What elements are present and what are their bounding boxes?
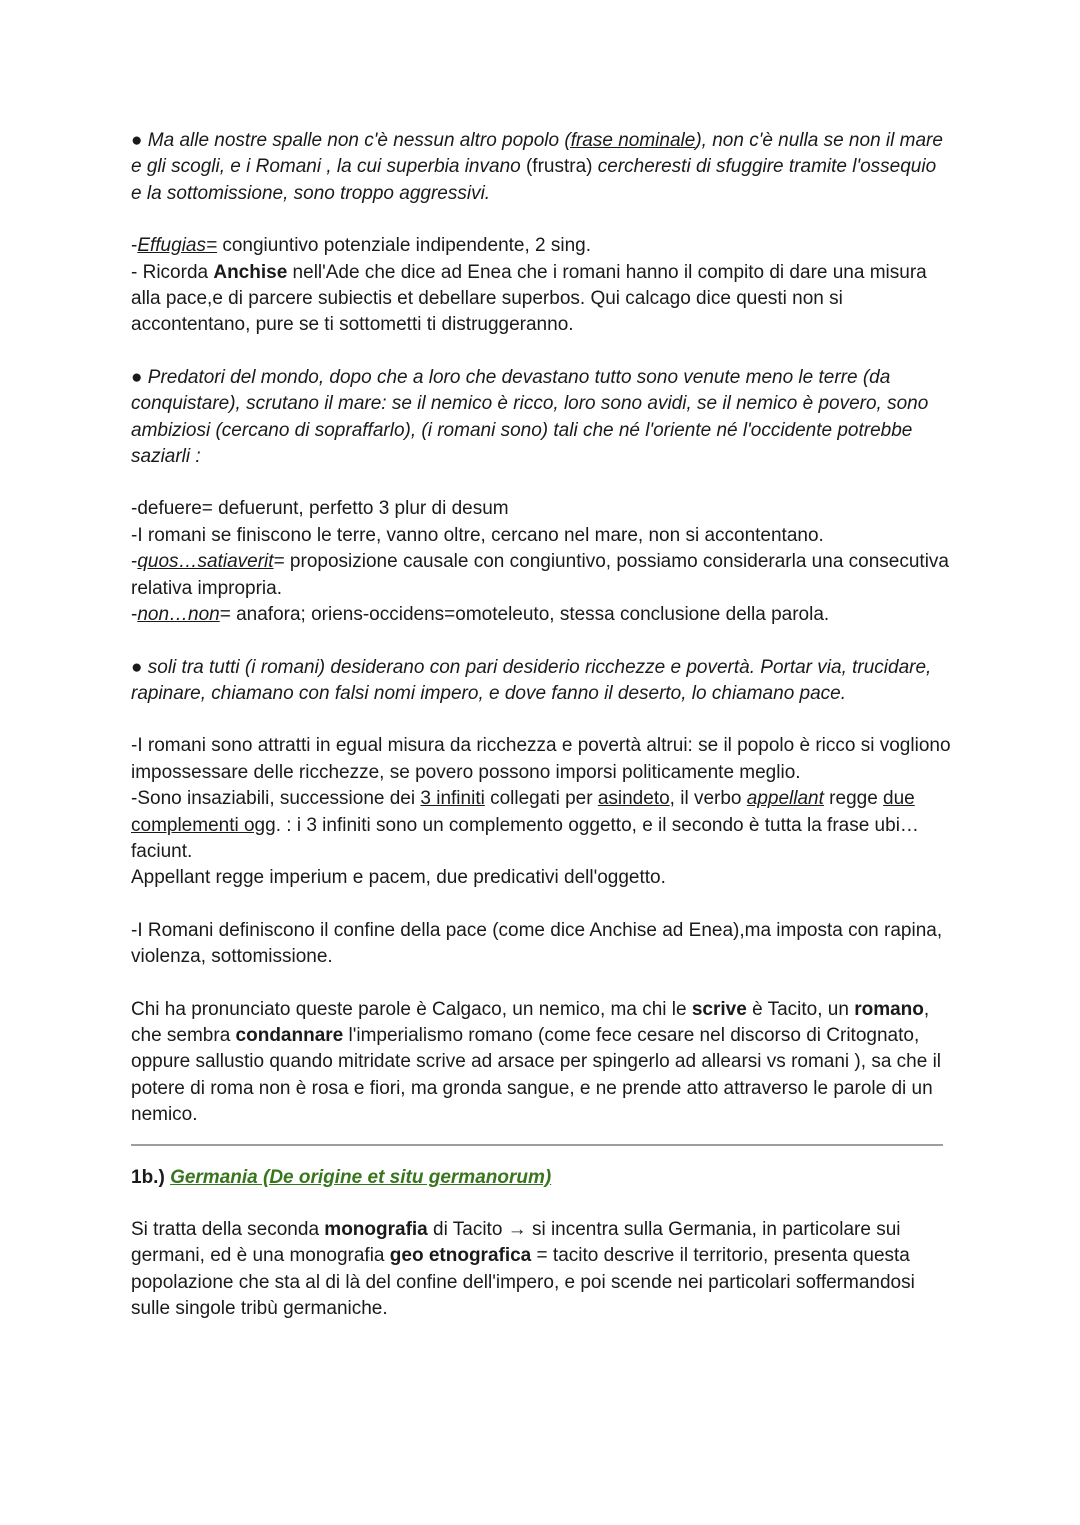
latin-term: quos…satiaverit (137, 551, 274, 573)
note-confine-pace: -I Romani definiscono il confine della pace (come dice Anchise ad Enea),ma imposta con rapina, violenza, sottomissione. (131, 919, 943, 968)
latin-term: Effugias= (137, 235, 218, 257)
note-quos-satiaverit: -quos…satiaverit= proposizione causale con congiuntivo, possiamo considerarla una consecutiva relativa impropria. (131, 551, 949, 599)
note-defuere: -defuere= defuerunt, perfetto 3 plur di desum (131, 498, 509, 520)
commentary-paragraph: Chi ha pronunciato queste parole è Calgaco, un nemico, ma chi le scrive è Tacito, un romano, che sembra condannare l'imperialismo romano (come fece cesare nel discorso di Critognato, oppure sallustio quando mitridate scrive ad arsace per spingerlo ad allearsi vs romani ), sa che il potere di roma non è rosa e fiori, ma gronda sangue, e ne prende atto attraverso le parole di un nemico. (131, 998, 942, 1126)
bullet: ● (131, 366, 148, 388)
note-anafora: -non…non= anafora; oriens-occidens=omoteleuto, stessa conclusione della parola. (131, 604, 830, 626)
bold-term: Anchise (213, 261, 288, 283)
latin-term: non…non (137, 604, 220, 626)
note-romani-terre: -I romani se finiscono le terre, vanno oltre, cercano nel mare, non si accontentano. (131, 524, 824, 546)
section-title-link[interactable]: Germania (De origine et situ germanorum) (170, 1166, 552, 1188)
section-number: 1b.) (131, 1166, 165, 1188)
underlined-note: (frase nominale (564, 130, 696, 151)
section-heading (131, 1165, 951, 1191)
note-insaziabili: -Sono insaziabili, successione dei 3 infiniti collegati per asindeto, il verbo appellant regge due complementi ogg. : i 3 infiniti sono un complemento oggetto, e il secondo è tutta la frase ubi…faciunt. (131, 788, 919, 862)
note-anchise: - Ricorda Anchise nell'Ade che dice ad Enea che i romani hanno il compito di dare una misura alla pace,e di parcere subiectis et debellare superbos. Qui calcago dice questi non si accontentano, pure se ti sottometti ti distruggeranno. (131, 261, 927, 336)
bullet: ● (131, 656, 148, 678)
page-content (131, 128, 951, 1323)
note-appellant: Appellant regge imperium e pacem, due predicativi dell'oggetto. (131, 867, 666, 889)
latin-gloss: (frustra) (525, 156, 593, 178)
translation-paragraph-2: ● Predatori del mondo, dopo che a loro che devastano tutto sono venute meno le terre (da conquistare), scrutano il mare: se il nemico è ricco, loro sono avidi, se il nemico è povero, sono ambiziosi (cercano di sopraffarlo), (i romani sono) tali che né l'oriente né l'occidente potrebbe saziarli : (131, 366, 929, 468)
note-effugias: -Effugias= congiuntivo potenziale indipendente, 2 sing. (131, 235, 592, 257)
note-ricchezza-poverta: -I romani sono attratti in egual misura da ricchezza e povertà altrui: se il popolo è ricco si vogliono impossessare delle ricchezze, se povero possono imporsi politicamente meglio. (131, 735, 951, 783)
translation-paragraph-1: ● Ma alle nostre spalle non c'è nessun altro popolo (frase nominale), non c'è nulla se non il mare e gli scogli, e i Romani , la cui superbia invano (frustra) cercheresti di sfuggire tramite l'ossequio e la sottomissione, sono troppo aggressivi. (131, 130, 943, 204)
horizontal-divider (131, 1144, 943, 1146)
translation-paragraph-3: ● soli tra tutti (i romani) desiderano con pari desiderio ricchezze e povertà. Portar via, trucidare, rapinare, chiamano con falsi nomi impero, e dove fanno il deserto, lo chiamano pace. (131, 656, 932, 704)
section-intro-paragraph: Si tratta della seconda monografia di Tacito → si incentra sulla Germania, in particolare sui germani, ed è una monografia geo etnografica = tacito descrive il territorio, presenta questa popolazione che sta al di là del confine dell'impero, e poi scende nei particolari soffermandosi sulle singole tribù germaniche. (131, 1219, 915, 1320)
bullet: ● (131, 130, 148, 151)
